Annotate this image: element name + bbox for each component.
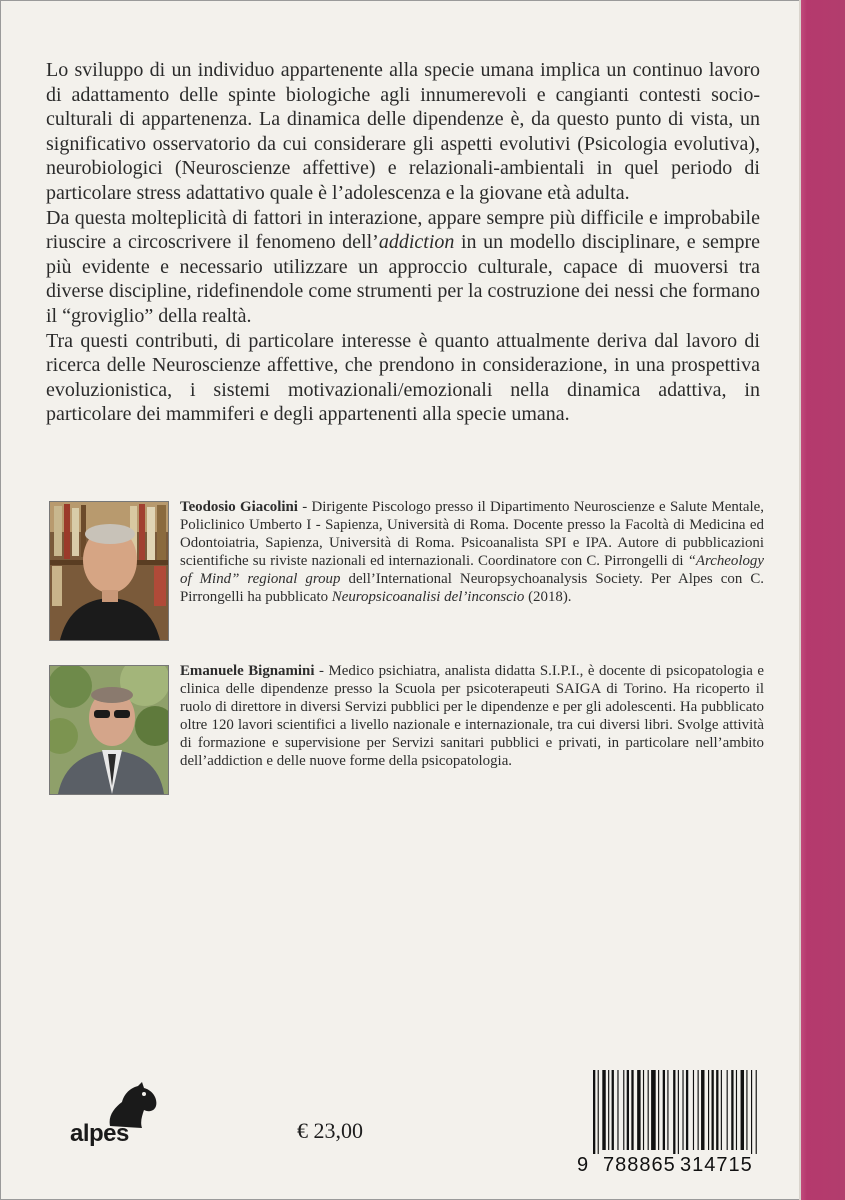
author-bio-bignamini [180,662,764,770]
barcode-bar [693,1070,694,1150]
author-bio-emphasis: Neuropsicoanalisi del’inconscio [331,589,525,605]
publisher-logo-text: alpes [70,1120,129,1147]
barcode-bar [741,1070,744,1150]
publisher-logo [70,1082,162,1150]
barcode-bar [736,1070,737,1150]
blurb-paragraph-1: Lo sviluppo di un individuo appartenente alla specie umana implica un continuo lavoro di adattamento delle spinte biologiche agli innumerevoli e cangianti contesti socio-culturali di appartenenza. La dinamica delle dipendenze è, da questo punto di vista, un significativo osservatorio da cui considerare gli aspetti evolutivi (Psicologia evolutiva), neurobiologici (Neuroscienze affettive) e relazionali-ambientali in quel periodo di particolare stress adattativo quale è l’adolescenza e la giovane età adulta. [46,59,760,204]
barcode-lead-digit: 9 [577,1154,590,1176]
barcode-bar [667,1070,668,1150]
blurb-paragraph-3: Tra questi contributi, di particolare interesse è quanto attualmente deriva dal lavoro di ricerca delle Neuroscienze affettive, che prendono in considerazione, in una prospettiva evoluzionistica, i sistemi motivazionali/emozionali nella dinamica adattiva, in particolare dei mammiferi e degli appartenenti alla specie umana. [46,329,760,426]
blurb-p2-before: Da questa molteplicità di fattori in interazione, appare sempre più difficile e improbabile riuscire a circoscrivere il fenomeno dell’ [46,206,760,254]
barcode-bar [727,1070,728,1150]
blurb-p2-after: in un modello disciplinare, e sempre più evidente e necessario utilizzare un approccio culturale, capace di muoversi tra diverse discipline, ridefinendole come strumenti per la costruzione dei nessi che formano il “groviglio” della realtà. [46,231,760,327]
blurb-paragraph-2 [46,206,760,329]
barcode-bar [602,1070,605,1150]
barcode-group-2: 314715 [680,1154,753,1176]
barcode-bar [682,1070,683,1150]
barcode-bar [648,1070,649,1150]
barcode-bar [608,1070,609,1150]
author-bio-text: - Dirigente Piscologo presso il Dipartimento Neuroscienze e Salute Mentale, Policlinico Umberto I - Sapienza, Università di Roma. Docente presso la Facoltà di Medicina ed Odontoiatria, Sapienza, Università di Roma. Psicoanalista SPI e IPA. Autore di pubblicazioni scientifiche su riviste nazionali ed internazionali. Coordinatore con C. Pirrongelli di [180,499,765,569]
barcode-bar [612,1070,614,1150]
back-cover-blurb [46,58,760,427]
portrait-image [50,666,168,794]
barcode-bar [751,1070,752,1154]
barcode-bar [716,1070,718,1150]
barcode-bar [623,1070,624,1150]
isbn-barcode [575,1070,770,1182]
author-bio-text: dell’International Neuropsychoanalysis Society. Per Alpes con C. Pirrongelli ha pubblicato [180,571,764,605]
barcode-bar [643,1070,644,1150]
author-name: Teodosio Giacolini [180,499,298,515]
barcode-bar [712,1070,714,1150]
barcode-bar [721,1070,722,1150]
blurb-p2-emphasis: addiction [378,231,455,254]
barcode-bar [731,1070,733,1150]
author-bio-emphasis: “Archeology of Mind” regional group [180,553,764,587]
barcode-bar [678,1070,679,1154]
price-label: € 23,00 [297,1118,363,1143]
barcode-bar [698,1070,699,1150]
author-photo-bignamini [49,665,169,795]
barcode-bar [708,1070,709,1150]
barcode-group-1: 788865 [603,1154,676,1176]
barcode-bar [673,1070,675,1154]
book-spine [801,0,845,1200]
barcode-bars [575,1070,770,1154]
author-photo-giacolini [49,501,169,641]
barcode-bar [701,1070,704,1150]
author-bio-text: - Medico psichiatra, analista didatta S.I.P.I., è docente di psicopatologia e clinica delle dipendenze presso la Scuola per psicoterapeuti SAIGA di Torino. Ha ricoperto il ruolo di direttore in diversi Servizi pubblici per le dipendenze e per gli adolescenti. Ha pubblicato oltre 120 lavori scientifici a livello nazionale e internazionale, tra cui diversi libri. Svolge attività di formazione e supervisione per Servizi sanitari pubblici e privati, in particolare nell’ambito dell’addiction e delle nuove forme della psicopatologia. [180,663,765,769]
barcode-bar [658,1070,659,1150]
barcode-bar [756,1070,757,1154]
author-name: Emanuele Bignamini [180,663,315,679]
barcode-bar [651,1070,656,1150]
barcode-bar [598,1070,599,1154]
barcode-bar [617,1070,618,1150]
barcode-bar [686,1070,688,1150]
barcode-bar [663,1070,665,1150]
barcode-bar [746,1070,747,1150]
author-bio-text: (2018). [524,589,572,605]
barcode-bar [593,1070,595,1154]
barcode-bar [637,1070,640,1150]
barcode-bar [631,1070,633,1150]
author-bio-giacolini [180,498,764,606]
portrait-image [50,502,168,640]
barcode-bar [627,1070,629,1150]
